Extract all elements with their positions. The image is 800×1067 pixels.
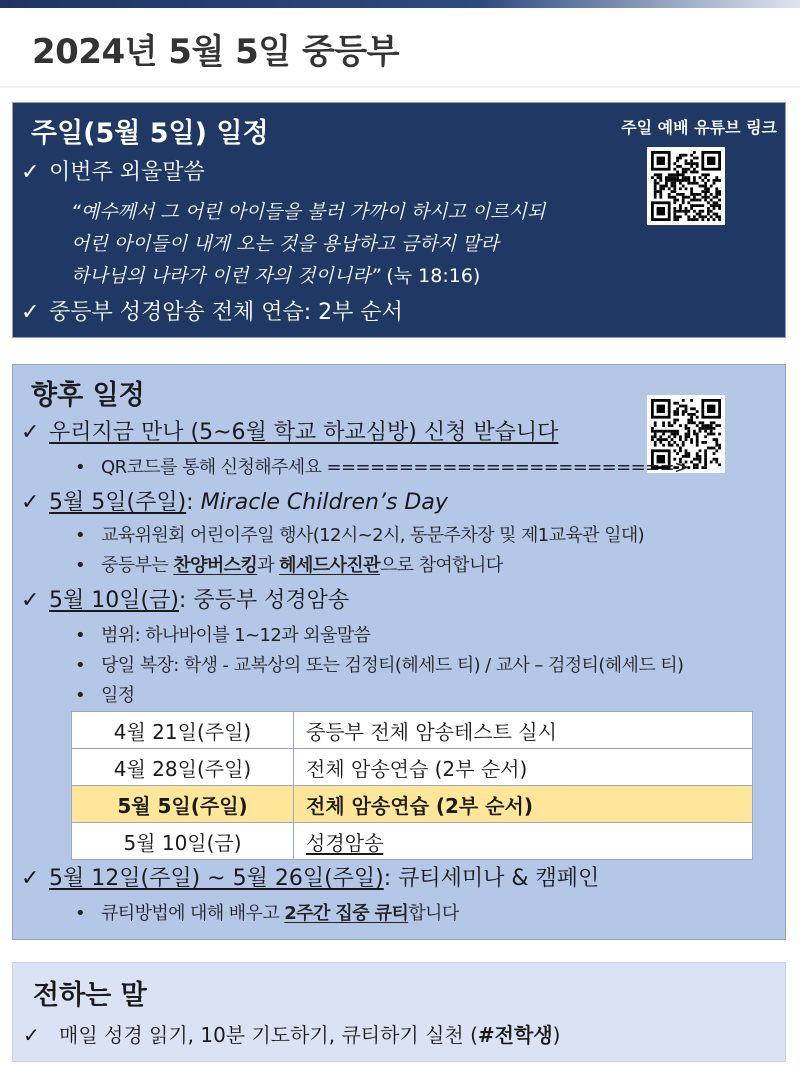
- schedule-date-cell: 4월 21일(주일): [72, 712, 294, 749]
- practice-item-text: 중등부 성경암송 전체 연습: 2부 순서: [49, 300, 403, 325]
- childrens-day-detail-2-lead: 중등부는: [101, 555, 174, 576]
- verse-line-3: [71, 261, 480, 288]
- checkmark-icon: ✓: [21, 300, 40, 325]
- qr-code-icon: [651, 151, 721, 221]
- visit-signup-note-text: QR코드를 통해 신청해주세요 ========================>: [101, 457, 689, 478]
- table-row: [72, 823, 753, 860]
- checkmark-icon: ✓: [21, 160, 40, 185]
- schedule-event-cell: 중등부 전체 암송테스트 실시: [294, 712, 753, 749]
- checkmark-icon: ✓: [21, 490, 40, 515]
- message-title: 전하는 말: [33, 980, 147, 1011]
- message-line: [23, 1019, 560, 1048]
- recitation-scope: [75, 621, 370, 647]
- recitation-date: 5월 10일(금): [49, 588, 179, 613]
- message-line-text: 매일 성경 읽기, 10분 기도하기, 큐티하기 실천 (: [59, 1023, 478, 1047]
- recitation-schedule-label-text: 일정: [101, 685, 135, 706]
- recitation-event: : 중등부 성경암송: [178, 588, 350, 613]
- bullet-dot-icon: •: [75, 655, 86, 676]
- top-accent-bar: [0, 0, 800, 8]
- hesed-photo-studio-text: 헤세드사진관: [279, 555, 380, 576]
- bullet-dot-icon: •: [75, 457, 86, 478]
- schedule-event-cell: 전체 암송연습 (2부 순서): [294, 749, 753, 786]
- qt-seminar-detail-tail: 합니다: [408, 903, 459, 924]
- verse-line-3-text: 하나님의 나라가 이런 자의 것이니라”: [71, 265, 381, 287]
- checkmark-icon: ✓: [21, 866, 40, 891]
- youtube-qr-code[interactable]: [647, 147, 725, 225]
- title-divider: [0, 86, 800, 88]
- practice-item: [21, 295, 403, 326]
- upcoming-item-visit-signup: [21, 415, 558, 446]
- verse-line-2: 어린 아이들이 내게 오는 것을 용납하고 금하지 말라: [71, 233, 499, 255]
- table-row: [72, 749, 753, 786]
- upcoming-item-qt-seminar: [21, 861, 599, 892]
- childrens-day-detail-1: [75, 521, 644, 547]
- memory-verse-item: [21, 155, 205, 186]
- upcoming-item-childrens-day: [21, 485, 448, 516]
- checkmark-icon: ✓: [21, 588, 40, 613]
- praise-busking-text: 찬양버스킹: [173, 555, 258, 576]
- recitation-scope-text: 범위: 하나바이블 1~12과 외울말씀: [101, 625, 371, 646]
- message-panel: [12, 962, 786, 1062]
- memory-verse-label: 이번주 외울말씀: [49, 160, 205, 185]
- recitation-schedule-label: [75, 681, 135, 707]
- sunday-schedule-panel: [12, 102, 786, 338]
- childrens-day-detail-2-join: 과: [257, 555, 280, 576]
- table-row: [72, 712, 753, 749]
- verse-line-1: “예수께서 그 어린 아이들을 불러 가까이 하시고 이르시되: [71, 201, 546, 223]
- childrens-day-detail-1-text: 교육위원회 어린이주일 행사(12시~2시, 동문주차장 및 제1교육관 일대): [101, 525, 645, 546]
- bullet-dot-icon: •: [75, 525, 86, 546]
- verse-reference: (눅 18:16): [380, 265, 481, 287]
- recitation-dress-code-text: 당일 복장: 학생 - 교복상의 또는 검정티(헤세드 티) / 교사 – 검정티(헤세드 티): [101, 655, 684, 676]
- bullet-dot-icon: •: [75, 685, 86, 706]
- recitation-schedule-table: [71, 711, 753, 860]
- schedule-event-cell: 전체 암송연습 (2부 순서): [294, 786, 753, 823]
- message-line-close: ): [552, 1023, 561, 1047]
- bullet-dot-icon: •: [75, 625, 86, 646]
- qt-seminar-event: : 큐티세미나 & 캠페인: [383, 866, 600, 891]
- bullet-dot-icon: •: [75, 555, 86, 576]
- checkmark-icon: ✓: [21, 420, 40, 445]
- table-row-highlighted: [72, 786, 753, 823]
- qt-focus-text: 2주간 집중 큐티: [284, 903, 409, 924]
- childrens-day-detail-2-tail: 으로 참여합니다: [379, 555, 503, 576]
- qt-seminar-date: 5월 12일(주일) ~ 5월 26일(주일): [49, 866, 384, 891]
- checkmark-icon: ✓: [23, 1023, 40, 1047]
- bullet-dot-icon: •: [75, 903, 86, 924]
- schedule-date-cell: 5월 5일(주일): [72, 786, 294, 823]
- visit-signup-text: 우리지금 만나 (5~6월 학교 하교심방) 신청 받습니다: [49, 420, 559, 445]
- hashtag-text: #전학생: [477, 1023, 553, 1047]
- schedule-date-cell: 4월 28일(주일): [72, 749, 294, 786]
- upcoming-schedule-title: 향후 일정: [31, 380, 145, 411]
- childrens-day-separator: :: [186, 490, 201, 515]
- page-title: 2024년 5월 5일 중등부: [32, 32, 400, 72]
- sunday-schedule-title: 주일(5월 5일) 일정: [31, 118, 269, 149]
- childrens-day-detail-2: [75, 551, 503, 577]
- upcoming-item-recitation: [21, 583, 349, 614]
- qt-seminar-detail-lead: 큐티방법에 대해 배우고: [101, 903, 285, 924]
- recitation-dress-code: [75, 651, 683, 677]
- upcoming-schedule-panel: [12, 364, 786, 940]
- youtube-link-label: 주일 예배 유튜브 링크: [621, 118, 777, 137]
- visit-signup-note: [75, 453, 689, 479]
- childrens-day-event: Miracle Children’s Day: [200, 490, 448, 515]
- schedule-event-cell: 성경암송: [294, 823, 753, 860]
- schedule-date-cell: 5월 10일(금): [72, 823, 294, 860]
- qt-seminar-detail: [75, 899, 459, 925]
- childrens-day-date: 5월 5일(주일): [49, 490, 187, 515]
